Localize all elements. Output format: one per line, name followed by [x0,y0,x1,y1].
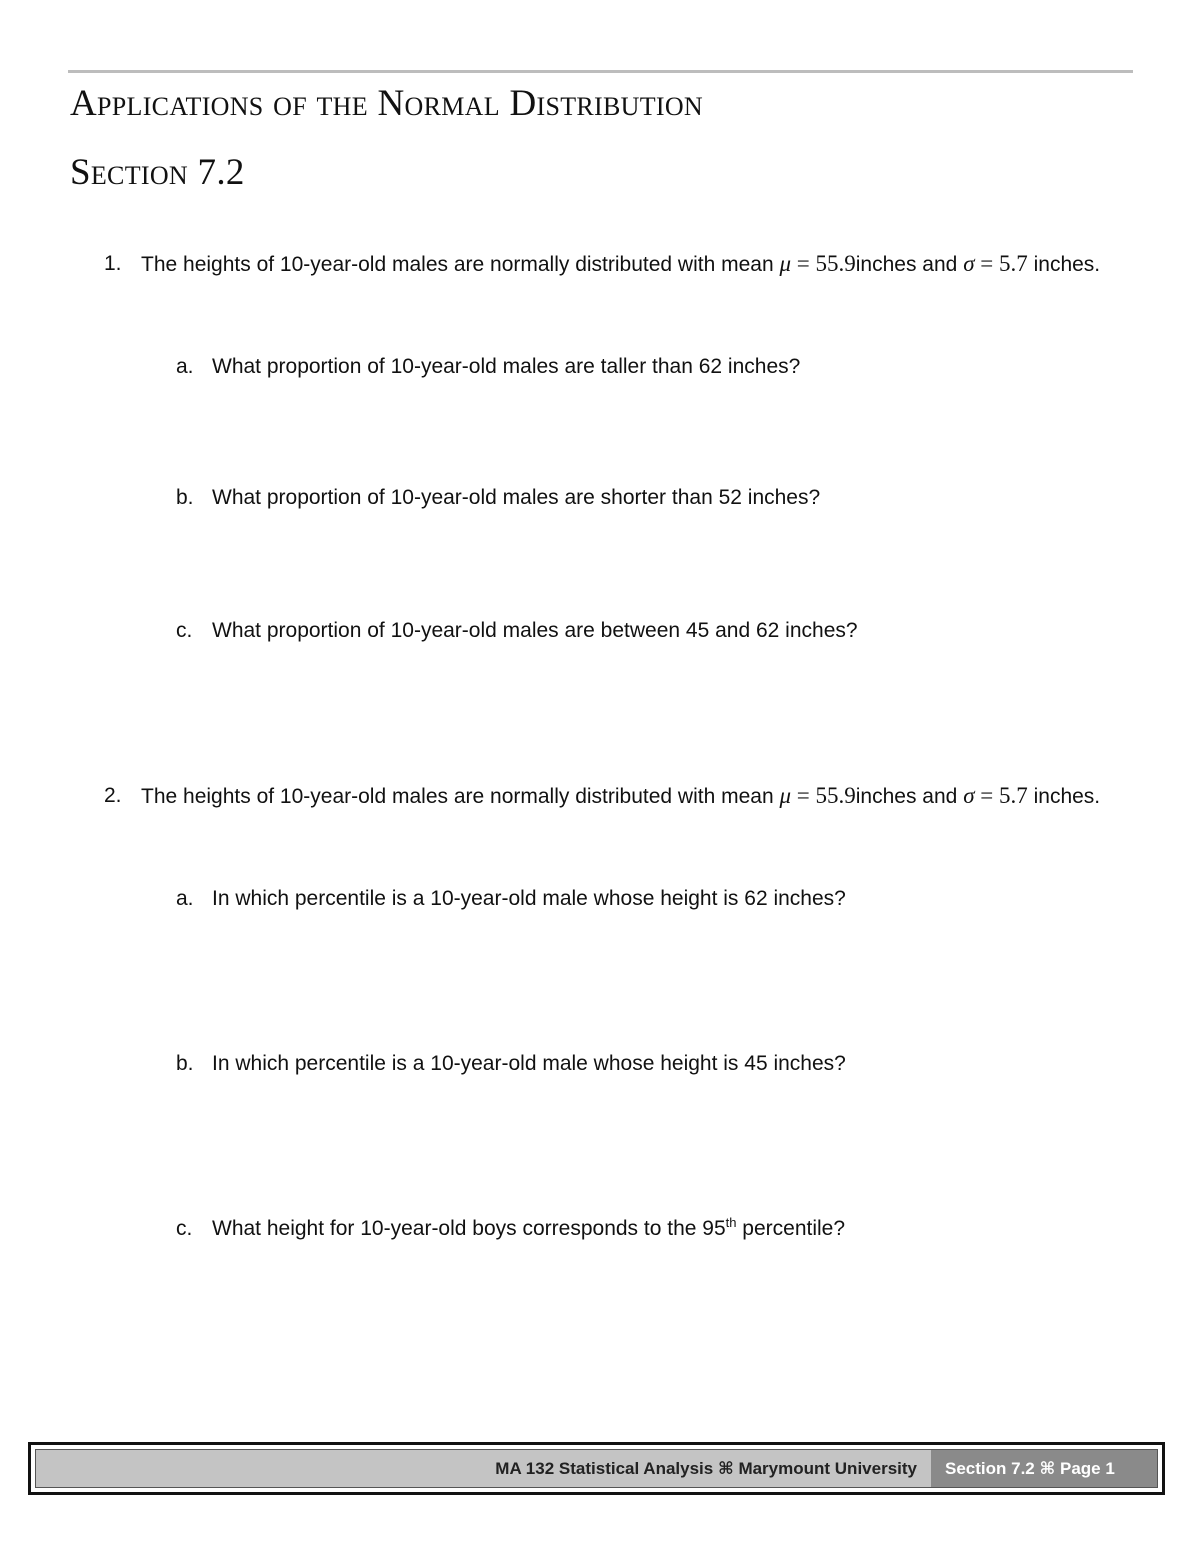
part-text: In which percentile is a 10-year-old male whose height is 62 inches? [212,887,846,910]
part-text: What proportion of 10-year-old males are between 45 and 62 inches? [212,619,858,642]
sigma-value: = 5.7 [974,251,1028,276]
question-2-text: The heights of 10-year-old males are normally distributed with mean μ = 55.9inches and σ = 5.7 inches. [141,783,1101,808]
section-title: Section 7.2 [70,152,245,193]
footer-bar [35,1449,1158,1488]
sigma-symbol: σ [963,251,975,276]
mu-expression [779,783,855,808]
mu-symbol: μ [779,251,792,276]
part-letter: a. [176,355,194,378]
sigma-symbol: σ [963,783,975,808]
sigma-expression [963,251,1028,276]
page-title: Applications of the Normal Distribution [70,83,703,124]
question-2-number: 2. [104,784,122,807]
part-text: What height for 10-year-old boys corresponds to the 95th percentile? [212,1215,846,1240]
question-1-part-b [176,483,820,513]
part-letter: b. [176,1052,194,1075]
question-1-number: 1. [104,252,122,275]
question-1 [104,246,1128,283]
sigma-value: = 5.7 [974,783,1028,808]
part-text: In which percentile is a 10-year-old male whose height is 45 inches? [212,1052,846,1075]
part-letter: b. [176,486,194,509]
mu-value: = 55.9 [791,251,856,276]
question-1-part-c [176,616,858,646]
question-2 [104,778,1128,815]
question-2-part-b [176,1049,846,1079]
superscript: th [725,1215,737,1230]
sigma-expression [963,783,1028,808]
header-rule [68,70,1133,73]
part-letter: a. [176,887,194,910]
question-2-part-c [176,1214,845,1244]
part-letter: c. [176,619,193,642]
footer-course-info: MA 132 Statistical Analysis ⌘ Marymount University [495,1458,917,1478]
question-2-part-a [176,884,846,914]
part-text: What proportion of 10-year-old males are taller than 62 inches? [212,355,801,378]
question-1-part-a [176,352,800,382]
mu-expression [779,251,855,276]
footer-page-info: Section 7.2 ⌘ Page 1 [931,1450,1157,1487]
question-1-text: The heights of 10-year-old males are normally distributed with mean μ = 55.9inches and σ = 5.7 inches. [141,251,1101,276]
mu-value: = 55.9 [791,783,856,808]
page-footer [28,1442,1165,1495]
part-letter: c. [176,1217,193,1240]
mu-symbol: μ [779,783,792,808]
part-text: What proportion of 10-year-old males are shorter than 52 inches? [212,486,821,509]
